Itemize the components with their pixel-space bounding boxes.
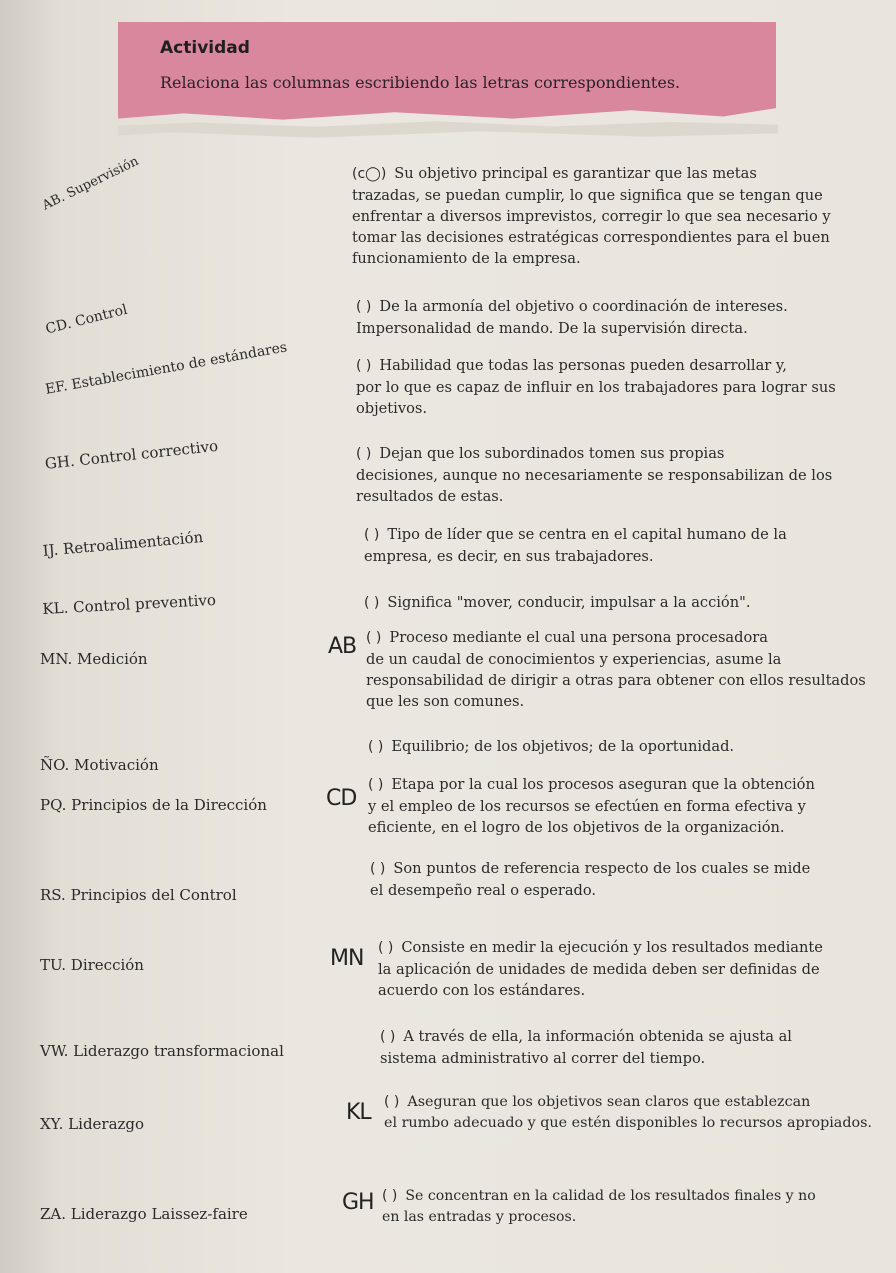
definition-rest: empresa, es decir, en sus trabajadores. (364, 548, 654, 565)
answer-slot[interactable]: ( ) (366, 630, 382, 646)
handwritten-answer: AB (328, 634, 357, 659)
activity-instruction: Relaciona las columnas escribiendo las letras correspondientes. (160, 73, 681, 92)
definition-first-line: Son puntos de referencia respecto de los cuales se mide (393, 860, 811, 877)
definition-row (364, 592, 864, 614)
answer-slot[interactable]: ( ) (382, 1188, 398, 1204)
definition-first-line: Significa "mover, conducir, impulsar a la acción". (387, 594, 751, 611)
answer-slot[interactable]: ( ) (356, 358, 372, 374)
left-item-medicion: MN. Medición (40, 650, 148, 668)
definition-rest: el desempeño real o esperado. (370, 882, 597, 899)
left-item-supervision: AB. Supervisión (40, 153, 142, 214)
left-item-principios-direccion: PQ. Principios de la Dirección (40, 796, 267, 814)
left-item-principios-control: RS. Principios del Control (40, 886, 237, 904)
definition-first-line: A través de ella, la información obtenida se ajusta al (403, 1028, 792, 1045)
definition-first-line: Aseguran que los objetivos sean claros que establezcan (407, 1094, 811, 1110)
left-item-control-preventivo: KL. Control preventivo (42, 590, 217, 618)
definition-first-line: Consiste en medir la ejecución y los resultados mediante (401, 939, 823, 956)
definition-first-line: Equilibrio; de los objetivos; de la oportunidad. (391, 738, 735, 755)
left-item-liderazgo-transformacional: VW. Liderazgo transformacional (40, 1042, 284, 1060)
answer-slot[interactable]: ( ) (356, 299, 372, 315)
left-item-establecimiento: EF. Establecimiento de estándares (44, 339, 289, 398)
answer-slot[interactable]: ( ) (356, 446, 372, 462)
definition-row (366, 627, 866, 712)
handwritten-answer: CD (326, 786, 357, 811)
left-item-control: CD. Control (44, 301, 130, 338)
answer-slot[interactable]: ( ) (370, 861, 386, 877)
definition-first-line: Habilidad que todas las personas pueden desarrollar y, (379, 357, 787, 374)
activity-title: Actividad (160, 38, 250, 58)
definition-row (356, 296, 866, 339)
answer-slot[interactable]: ( ) (368, 777, 384, 793)
definition-row (370, 858, 870, 901)
answer-slot[interactable]: ( ) (384, 1094, 400, 1110)
left-item-direccion: TU. Dirección (40, 956, 144, 974)
definition-row (384, 1092, 874, 1134)
answer-slot[interactable]: ( ) (378, 940, 394, 956)
answer-slot[interactable]: ( ) (364, 527, 380, 543)
handwritten-answer: MN (330, 946, 364, 971)
answer-slot[interactable]: (c◯) (352, 166, 387, 182)
definition-rest: Impersonalidad de mando. De la supervisión directa. (356, 320, 748, 337)
definition-first-line: Tipo de líder que se centra en el capital humano de la (387, 526, 787, 543)
answer-slot[interactable]: ( ) (380, 1029, 396, 1045)
left-item-control-correctivo: GH. Control correctivo (44, 436, 219, 473)
left-item-liderazgo-laissez-faire: ZA. Liderazgo Laissez-faire (40, 1205, 248, 1223)
handwritten-answer: KL (346, 1100, 371, 1125)
definition-rest: la aplicación de unidades de medida deben ser definidas de acuerdo con los estándares. (378, 961, 820, 999)
definition-rest: en las entradas y procesos. (382, 1209, 577, 1225)
definition-rest: de un caudal de conocimientos y experiencias, asume la responsabilidad de dirigir a otras para obtener con ellos resultados que les son comunes. (366, 651, 866, 710)
definition-first-line: Su objetivo principal es garantizar que las metas (394, 165, 757, 182)
definition-first-line: Etapa por la cual los procesos aseguran que la obtención (391, 776, 815, 793)
answer-slot[interactable]: ( ) (364, 595, 380, 611)
definition-row (380, 1026, 870, 1069)
definition-rest: y el empleo de los recursos se efectúen en forma efectiva y eficiente, en el logro de los objetivos de la organización. (368, 798, 806, 836)
definition-row (368, 736, 868, 758)
definition-row (352, 163, 864, 269)
answer-slot[interactable]: ( ) (368, 739, 384, 755)
definition-rest: trazadas, se puedan cumplir, lo que significa que se tengan que enfrentar a diversos imprevistos, corregir lo que sea necesario y tomar las decisiones estratégicas correspondientes para el buen funcionamiento de la empresa. (352, 187, 831, 267)
definition-first-line: Se concentran en la calidad de los resultados finales y no (405, 1188, 816, 1204)
left-item-motivacion: ÑO. Motivación (40, 756, 159, 774)
definition-row (368, 774, 868, 838)
definition-row (378, 937, 878, 1001)
definition-rest: decisiones, aunque no necesariamente se responsabilizan de los resultados de estas. (356, 467, 833, 505)
definition-rest: el rumbo adecuado y que estén disponibles lo recursos apropiados. (384, 1115, 872, 1131)
definition-row (382, 1186, 888, 1228)
handwritten-answer: GH (342, 1190, 374, 1215)
definition-first-line: Proceso mediante el cual una persona procesadora (389, 629, 768, 646)
definition-row (356, 443, 866, 507)
left-item-retroalimentacion: IJ. Retroalimentación (42, 527, 204, 560)
definition-rest: sistema administrativo al correr del tiempo. (380, 1050, 706, 1067)
definition-rest: por lo que es capaz de influir en los trabajadores para lograr sus objetivos. (356, 379, 836, 417)
definition-first-line: De la armonía del objetivo o coordinación de intereses. (379, 298, 788, 315)
left-item-liderazgo: XY. Liderazgo (40, 1115, 145, 1133)
definition-row (356, 355, 866, 419)
definition-first-line: Dejan que los subordinados tomen sus propias (379, 445, 725, 462)
definition-row (364, 524, 864, 567)
